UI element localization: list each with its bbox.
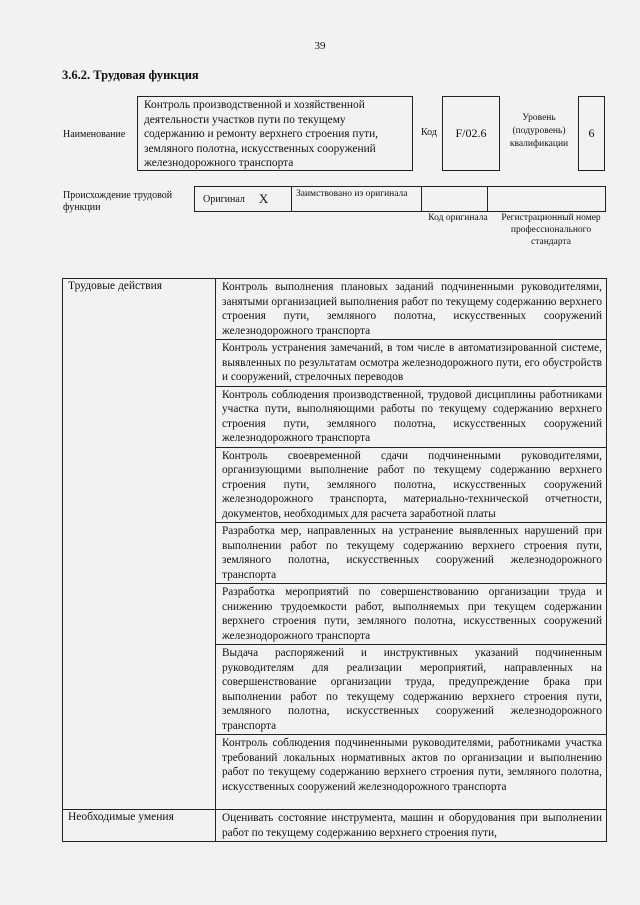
table-row (63, 279, 607, 340)
function-table (62, 278, 607, 842)
labor-action-item: Контроль выполнения плановых заданий подчиненными руководителями, занятыми организацией выполнения работ по текущему содержанию верхнего строения пути, земляного полотна, искусственных сооружений железнодорожного транспорта (216, 279, 607, 340)
origin-original-cell (194, 186, 292, 212)
labor-actions-label: Трудовые действия (63, 279, 216, 810)
labor-action-item: Контроль своевременной сдачи подчиненными руководителями, организующими выполнение работ по текущему содержанию верхнего строения пути, земляного полотна, искусственных сооружений железнодорожного транспорта, материально-технической отчетности, документов, необходимых для расчета заработной платы (216, 447, 607, 523)
reg-number-cell (487, 186, 606, 212)
original-mark: X (258, 191, 269, 206)
code-label: Код (421, 127, 437, 138)
skills-label: Необходимые умения (63, 810, 216, 842)
page-number: 39 (314, 40, 326, 52)
origin-label: Происхождение трудовой функции (63, 190, 173, 213)
function-name-field: Контроль производственной и хозяйственной деятельности участков пути по текущему содержанию и ремонту верхнего строения пути, земляного полотна, искусственных сооружений железнодорожного транспорта (137, 96, 413, 171)
labor-action-item: Контроль устранения замечаний, в том числе в автоматизированной системе, выявленных по результатам осмотра железнодорожного пути, его обустройств и сооружений, стрелочных переводов (216, 340, 607, 387)
labor-action-item: Контроль соблюдения подчиненными руководителями, работниками участка требований локальных нормативных актов по организации и выполнению работ по текущему содержанию верхнего строения пути, земляного полотна, искусственных сооружений железнодорожного транспорта (216, 735, 607, 810)
original-code-cell (421, 186, 488, 212)
name-label: Наименование (63, 129, 126, 140)
section-title: 3.6.2. Трудовая функция (62, 68, 199, 82)
origin-row (194, 186, 606, 212)
original-code-caption: Код оригинала (428, 213, 488, 223)
borrowed-label: Заимствовано из оригинала (291, 186, 422, 212)
level-field: 6 (578, 96, 605, 171)
labor-action-item: Выдача распоряжений и инструктивных указаний подчиненным руководителям для реализации мероприятий, направленных на совершенствование организации труда, предупреждение брака при выполнении работ по текущему содержанию верхнего строения пути, земляного полотна, искусственных сооружений железнодорожного транспорта (216, 645, 607, 735)
labor-action-item: Контроль соблюдения производственной, трудовой дисциплины работниками участка пути, выполняющими работы по текущему содержанию верхнего строения пути, земляного полотна, искусственных сооружений железнодорожного транспорта (216, 386, 607, 447)
skill-item: Оценивать состояние инструмента, машин и оборудования при выполнении работ по текущему содержанию верхнего строения пути, (216, 810, 607, 842)
code-field: F/02.6 (442, 96, 500, 171)
original-label: Оригинал (203, 193, 245, 205)
reg-number-caption: Регистрационный номер профессионального стандарта (501, 213, 601, 247)
labor-action-item: Разработка мер, направленных на устранение выявленных нарушений при выполнении работ по текущему содержанию верхнего строения пути, земляного полотна, искусственных сооружений железнодорожного транспорта (216, 523, 607, 584)
labor-action-item: Разработка мероприятий по совершенствованию организации труда и снижению трудоемкости работ, выполняемых при текущем содержании верхнего строения пути, земляного полотна, искусственных сооружений железнодорожного транспорта (216, 584, 607, 645)
table-row (63, 810, 607, 842)
level-label: Уровень (подуровень) квалификации (509, 113, 569, 149)
